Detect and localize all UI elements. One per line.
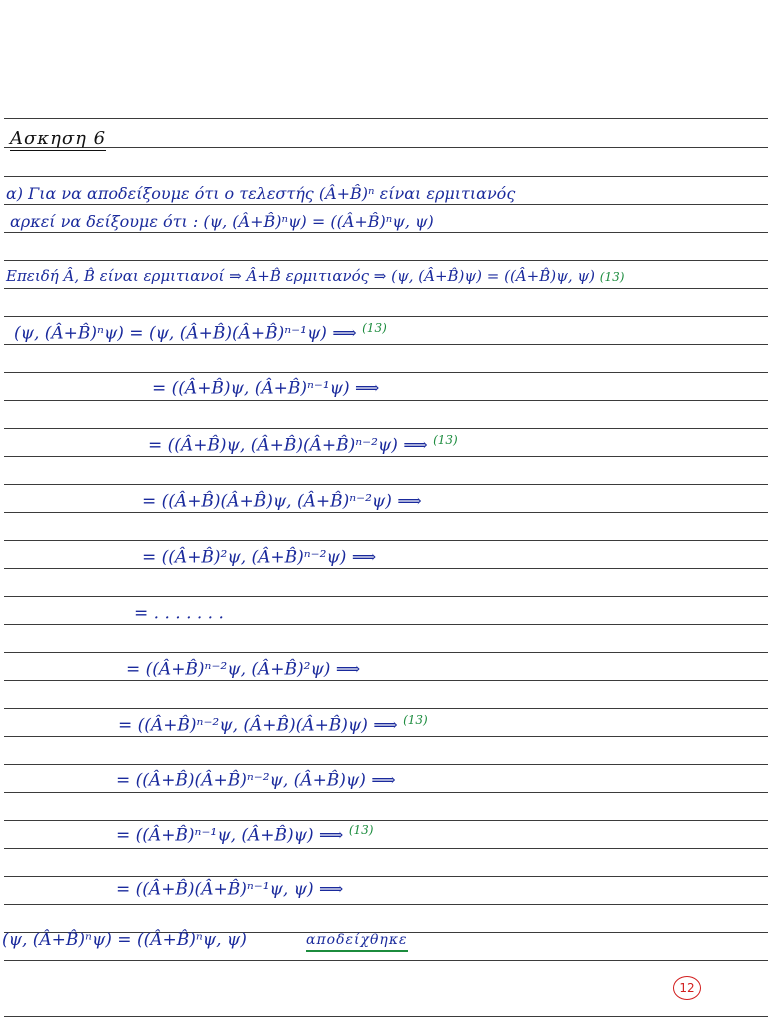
rule-line (4, 568, 768, 569)
proof-step-8 (118, 710, 428, 736)
step-reference: (13) (348, 823, 374, 837)
rule-line (4, 118, 768, 119)
step-expression: = ((Â+B̂)(Â+B̂)ⁿ⁻¹ψ, ψ) (116, 879, 314, 900)
proof-step-9 (116, 765, 396, 791)
rule-line (4, 400, 768, 401)
step-expression: = ((Â+B̂)ψ, (Â+B̂)(Â+B̂)ⁿ⁻²ψ) (148, 435, 398, 456)
rule-line (4, 904, 768, 905)
proof-step-4 (142, 486, 422, 512)
page-number-badge: 12 (673, 976, 701, 1000)
rule-line (4, 176, 768, 177)
exercise-title: Ασκηση 6 (10, 128, 107, 149)
step-reference: (13) (433, 433, 458, 447)
step-expression: = ((Â+B̂)ⁿ⁻²ψ, (Â+B̂)²ψ) (126, 659, 331, 680)
step-expression: = . . . . . . . (134, 603, 224, 624)
intro-line-2: αρκεί να δείξουμε ότι : (ψ, (Â+B̂)ⁿψ) = ((Â+B̂)ⁿψ, ψ) (10, 212, 434, 231)
final-equation: (ψ, (Â+B̂)ⁿψ) = ((Â+B̂)ⁿψ, ψ) (2, 930, 247, 950)
rule-line (4, 708, 768, 709)
rule-line (4, 147, 768, 148)
proof-step-3 (148, 430, 458, 456)
rule-line (4, 512, 768, 513)
conclusion-text: αποδείχθηκε (306, 932, 408, 952)
rule-line (4, 596, 768, 597)
step-expression: = ((Â+B̂)ψ, (Â+B̂)ⁿ⁻¹ψ) (152, 378, 350, 399)
rule-line (4, 288, 768, 289)
implies-arrow: ⟹ (373, 715, 398, 736)
implies-arrow: ⟹ (397, 491, 422, 512)
step-expression: = ((Â+B̂)(Â+B̂)ψ, (Â+B̂)ⁿ⁻²ψ) (142, 491, 392, 512)
rule-line (4, 1016, 768, 1017)
proof-step-7 (126, 654, 360, 680)
rule-line (4, 540, 768, 541)
rule-line (4, 456, 768, 457)
rule-line (4, 428, 768, 429)
implies-arrow: ⟹ (403, 435, 428, 456)
since-text: Επειδή Â, B̂ είναι ερμιτιανοί ⇒ Â+B̂ ερμιτιανός ⇒ (ψ, (Â+B̂)ψ) = ((Â+B̂)ψ, ψ) (6, 267, 595, 285)
implies-arrow: ⟹ (319, 825, 344, 846)
rule-line (4, 260, 768, 261)
since-reference: (13) (599, 270, 625, 284)
rule-line (4, 624, 768, 625)
rule-line (4, 372, 768, 373)
proof-step-10 (116, 820, 373, 846)
implies-arrow: ⟹ (335, 659, 361, 680)
step-reference: (13) (403, 713, 428, 727)
rule-line (4, 652, 768, 653)
step-expression: = ((Â+B̂)ⁿ⁻¹ψ, (Â+B̂)ψ) (116, 825, 314, 846)
step-expression: = ((Â+B̂)ⁿ⁻²ψ, (Â+B̂)(Â+B̂)ψ) (118, 715, 368, 736)
rule-line (4, 344, 768, 345)
rule-line (4, 232, 768, 233)
rule-line (4, 316, 768, 317)
rule-line (4, 792, 768, 793)
proof-step-1 (14, 318, 387, 344)
rule-line (4, 960, 768, 961)
proof-step-5 (142, 542, 376, 568)
implies-arrow: ⟹ (351, 547, 377, 568)
rule-line (4, 484, 768, 485)
proof-step-6 (134, 598, 224, 624)
implies-arrow: ⟹ (319, 879, 344, 900)
rule-line (4, 848, 768, 849)
since-line (6, 266, 624, 287)
implies-arrow: ⟹ (332, 323, 357, 344)
rule-line (4, 736, 768, 737)
step-expression: (ψ, (Â+B̂)ⁿψ) = (ψ, (Â+B̂)(Â+B̂)ⁿ⁻¹ψ) (14, 323, 327, 344)
rule-line (4, 204, 768, 205)
implies-arrow: ⟹ (355, 378, 380, 399)
intro-line-1: α) Για να αποδείξουμε ότι ο τελεστής (Â+B̂)ⁿ είναι ερμιτιανός (6, 184, 516, 203)
implies-arrow: ⟹ (371, 770, 396, 791)
step-reference: (13) (362, 321, 387, 335)
proof-step-2 (152, 373, 379, 399)
rule-line (4, 680, 768, 681)
step-expression: = ((Â+B̂)(Â+B̂)ⁿ⁻²ψ, (Â+B̂)ψ) (116, 770, 366, 791)
step-expression: = ((Â+B̂)²ψ, (Â+B̂)ⁿ⁻²ψ) (142, 547, 347, 568)
proof-step-11 (116, 874, 343, 900)
